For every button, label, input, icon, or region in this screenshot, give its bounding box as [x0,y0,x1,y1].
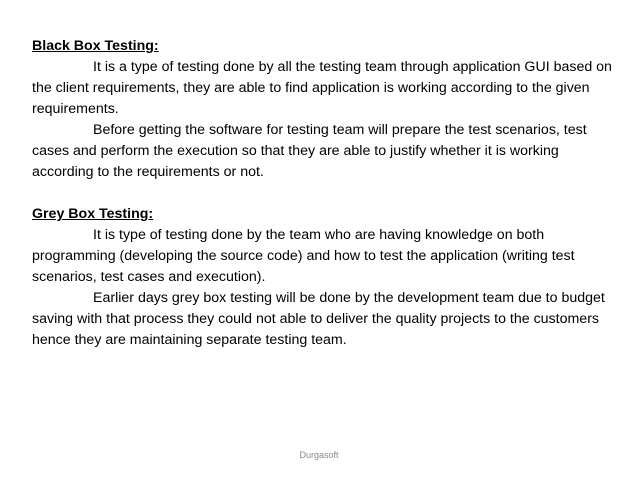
black-box-paragraph-1: It is a type of testing done by all the testing team through application GUI based on the client requirements, they are able to find application is working according to the given requirements. [32,59,612,117]
grey-box-heading: Grey Box Testing: [32,206,154,222]
slide-body [32,36,612,351]
black-box-heading: Black Box Testing: [32,38,159,54]
grey-box-paragraph-2: Earlier days grey box testing will be done by the development team due to budget saving with that process they could not able to deliver the quality projects to the customers hence they are maintaining separate testing team. [32,290,605,348]
grey-box-paragraph-1: It is type of testing done by the team who are having knowledge on both programming (developing the source code) and how to test the application (writing test scenarios, test cases and execution). [32,227,575,285]
section-spacer [32,183,612,204]
black-box-paragraph-2: Before getting the software for testing team will prepare the test scenarios, test cases and perform the execution so that they are able to justify whether it is working according to the requirements or not. [32,122,587,180]
footer-text: Durgasoft [299,450,339,460]
